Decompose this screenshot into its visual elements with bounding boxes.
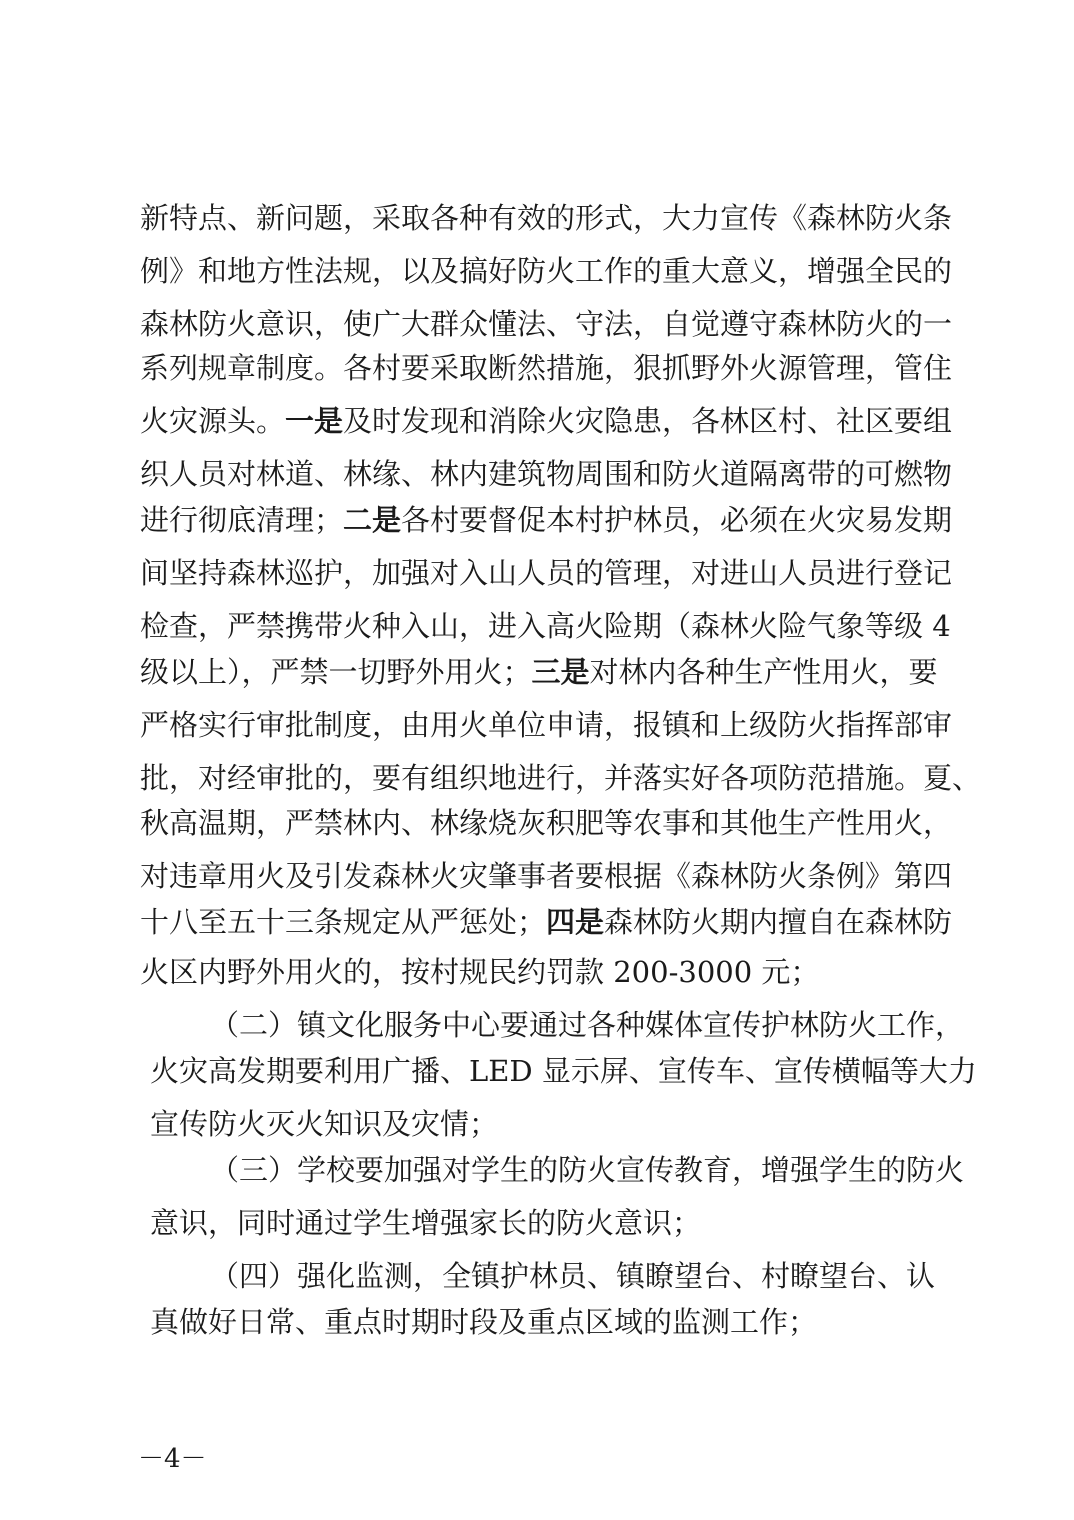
emphasis-second: 二是 [343, 503, 402, 537]
paragraph-1-line-16: 火区内野外用火的，按村规民约罚款 200-3000 元； [140, 955, 820, 989]
paragraph-3-line-1: （三）学校要加强对学生的防火宣传教育，增强学生的防火 [210, 1153, 965, 1187]
paragraph-2-line-3: 宣传防火灭火知识及灾情； [150, 1107, 499, 1141]
paragraph-2-line-1: （二）镇文化服务中心要通过各种媒体宣传护林防火工作， [210, 1008, 965, 1042]
paragraph-1-line-7 [140, 500, 953, 540]
paragraph-1-line-4: 系列规章制度。各村要采取断然措施，狠抓野外火源管理，管住 [140, 351, 953, 385]
paragraph-1-line-11: 严格实行审批制度，由用火单位申请，报镇和上级防火指挥部审 [140, 708, 953, 742]
page-number: －4－ [138, 1444, 207, 1474]
paragraph-1-line-1: 新特点、新问题，采取各种有效的形式，大力宣传《森林防火条 [140, 201, 953, 235]
paragraph-1-line-12: 批，对经审批的，要有组织地进行，并落实好各项防范措施。夏、 [140, 761, 982, 795]
paragraph-1-line-6: 织人员对林道、林缘、林内建筑物周围和防火道隔离带的可燃物 [140, 457, 953, 491]
paragraph-1-line-5 [140, 401, 953, 441]
text-segment: 十八至五十三条规定从严惩处； [140, 905, 547, 939]
text-segment: 森林防火期内擅自在森林防 [604, 905, 953, 939]
paragraph-1-line-3: 森林防火意识，使广大群众懂法、守法，自觉遵守森林防火的一 [140, 307, 953, 341]
paragraph-1-line-15 [140, 902, 953, 942]
paragraph-2-line-2: 火灾高发期要利用广播、LED 显示屏、宣传车、宣传横幅等大力 [150, 1054, 977, 1088]
paragraph-4-line-2: 真做好日常、重点时期时段及重点区域的监测工作； [150, 1305, 818, 1339]
text-segment: 进行彻底清理； [140, 503, 344, 537]
paragraph-1-line-14: 对违章用火及引发森林火灾肇事者要根据《森林防火条例》第四 [140, 859, 953, 893]
paragraph-1-line-10 [140, 652, 938, 692]
text-segment: 及时发现和消除火灾隐患，各林区村、社区要组 [343, 404, 953, 438]
paragraph-1-line-13: 秋高温期，严禁林内、林缘烧灰积肥等农事和其他生产性用火， [140, 806, 953, 840]
emphasis-first: 一是 [285, 404, 344, 438]
text-segment: 火灾源头。 [140, 404, 286, 438]
paragraph-1-line-2: 例》和地方性法规，以及搞好防火工作的重大意义，增强全民的 [140, 254, 953, 288]
text-segment: 级以上），严禁一切野外用火； [140, 655, 532, 689]
paragraph-4-line-1: （四）强化监测，全镇护林员、镇瞭望台、村瞭望台、认 [210, 1259, 936, 1293]
paragraph-3-line-2: 意识，同时通过学生增强家长的防火意识； [150, 1206, 702, 1240]
paragraph-1-line-9: 检查，严禁携带火种入山，进入高火险期（森林火险气象等级 4 [140, 609, 951, 643]
paragraph-1-line-8: 间坚持森林巡护，加强对入山人员的管理，对进山人员进行登记 [140, 556, 953, 590]
text-segment: 对林内各种生产性用火，要 [589, 655, 938, 689]
emphasis-fourth: 四是 [546, 905, 605, 939]
emphasis-third: 三是 [531, 655, 590, 689]
text-segment: 各村要督促本村护林员，必须在火灾易发期 [401, 503, 953, 537]
